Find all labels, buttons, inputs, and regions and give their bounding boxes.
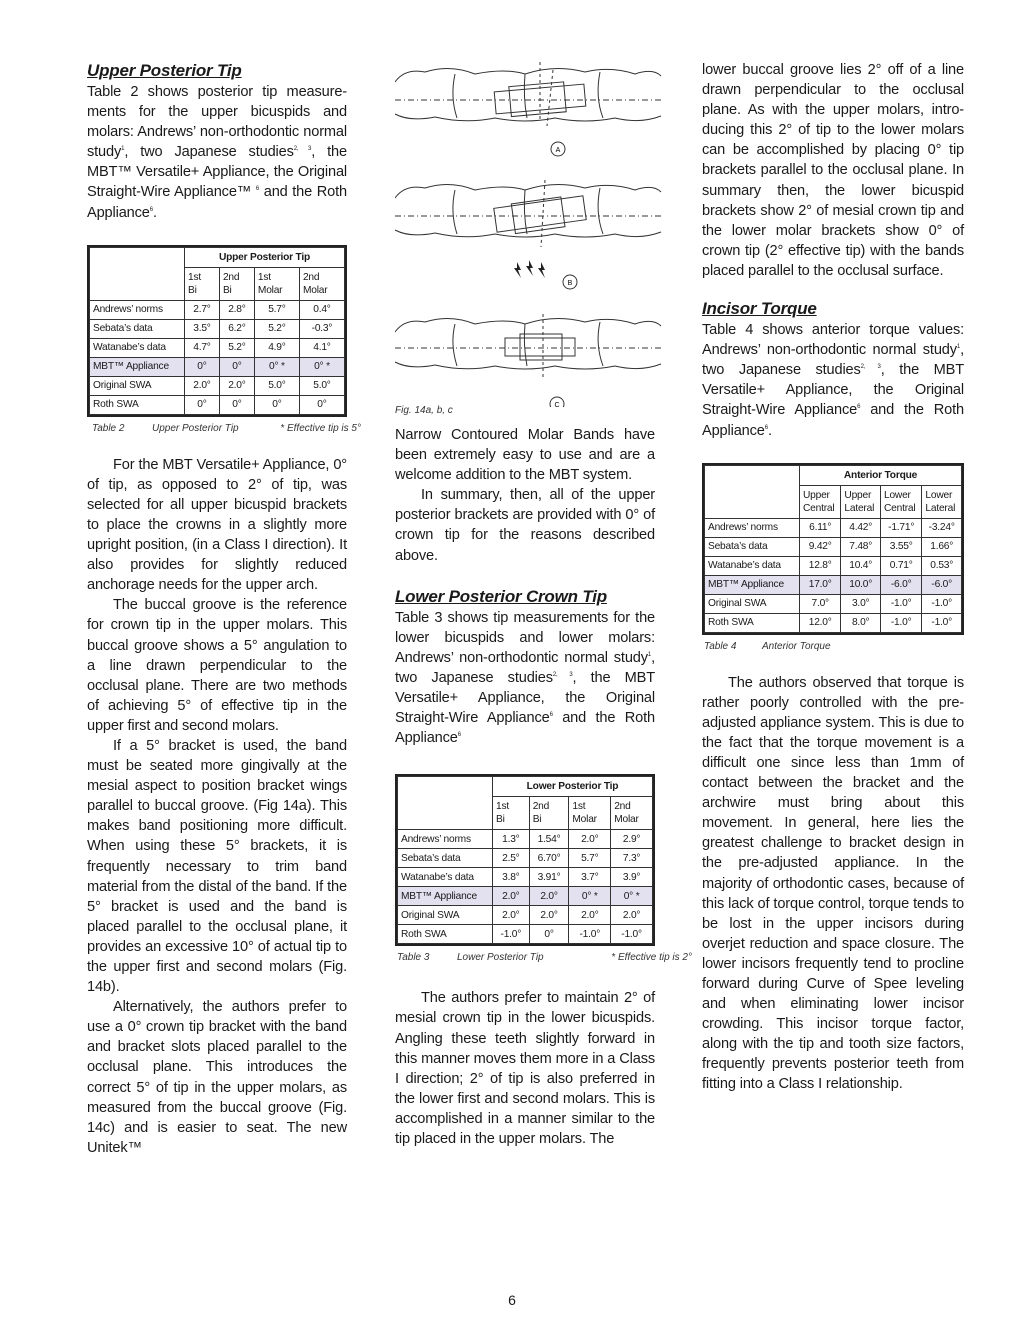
row-label: Andrews’ norms [398,830,493,849]
table-cell: 5.2° [219,338,254,357]
row-label: Sebata’s data [705,537,800,556]
table-cell: 3.7° [569,868,611,887]
paragraph-intro-incisor-torque: Table 4 shows anterior torque values: Andrews’ non-orthodontic normal study$^1$, two Japanese studies$^{2, 3}$, the MBT Versatile+ Appliance, the Original Straight-Wire Appliance$^6$ and the Roth Appliance$^6$. [702,322,965,439]
row-label: Original SWA [90,376,185,395]
table-cell: -1.0° [611,925,653,944]
table-cell: -1.0° [880,613,921,632]
table-row [90,319,345,338]
page-number: 6 [508,1292,516,1308]
table-cell: 1.66° [922,537,962,556]
table-cell: -1.0° [922,594,962,613]
column-3 [702,60,964,1095]
paragraph: If a 5° bracket is used, the band must be seated more gingivally at the mesial aspect to position bracket wings parallel to buccal groove. (Fig 14a). This makes band positioning more difficult. When using these 5° brackets, it is frequently necessary to trim band material from the distal of the band. If the 5° bracket is used and the band is placed parallel to the occlusal plane, it provides an excessive 10° of actual tip to the upper first and second molars (Fig. 14b). [87,737,347,996]
section-heading-upper-posterior-tip: Upper Posterior Tip [87,61,242,80]
table-cell: 2.0° [529,887,569,906]
table-row [398,830,653,849]
table-cell: 2.5° [493,849,530,868]
figure-label-c: C [554,402,560,407]
table-title: Lower Posterior Tip [493,777,653,797]
section-heading-incisor-torque: Incisor Torque [702,299,817,319]
table-cell: 2.8° [219,300,254,319]
paragraph: Alternatively, the authors prefer to use a 0° crown tip bracket with the band and bracket slots placed parallel to the occlusal plane. This introduces the correct 5° of tip in the upper molars, as measured from the buccal groove (Fig. 14c) and is easier to seat. The new Unitek™ [87,999,347,1156]
table-row [705,594,962,613]
column-header: Lower Central [880,485,921,518]
caption-note: * Effective tip is 2° [611,952,692,964]
table-cell: 0° [219,357,254,376]
table-cell: 12.0° [800,613,841,632]
table-cell: 0.4° [299,300,344,319]
table-cell: 3.0° [841,594,881,613]
table-cell: 3.55° [880,537,921,556]
row-label: MBT™ Appliance [705,575,800,594]
paragraph: The authors prefer to maintain 2° of mesial crown tip in the lower bicuspids. Angling these teeth slightly forward in this manner moves them more in a Class I direction; 2° of tip is also preferred in the lower first and second molars. This is accomplished in a manner similar to the tip placed in the upper molars. The [395,990,655,1147]
tooth-diagram [395,62,665,407]
table-cell: 10.4° [841,556,881,575]
table-cell: 0° [254,395,299,414]
table-cell: 4.42° [841,518,881,537]
table-cell: 5.2° [254,319,299,338]
table-row [398,849,653,868]
paragraph-intro-lower-posterior-tip: Table 3 shows tip measurements for the lower bicuspids and lower molars: Andrews’ non-orthodontic normal study$^1$, two Japanese studies$^{2, 3}$, the MBT Versatile+ Appliance, the Original Straight-Wire Appliance$^6$ and the Roth Appliance$^6$ [395,609,656,747]
row-label: Watanabe’s data [90,338,185,357]
table-row [398,887,653,906]
table-cell: 5.7° [569,849,611,868]
caption-title: Lower Posterior Tip [457,952,544,964]
table-corner [90,247,185,300]
table-title: Upper Posterior Tip [185,247,345,267]
column-header: 2nd Bi [219,267,254,300]
table-cell: -1.0° [880,594,921,613]
table-cell: 2.0° [185,376,220,395]
table-cell: 4.7° [185,338,220,357]
table-cell: -0.3° [299,319,344,338]
table-cell: 6.2° [219,319,254,338]
row-label: Andrews’ norms [705,518,800,537]
caption-note: * Effective tip is 5° [280,422,361,434]
table-cell: 2.0° [493,906,530,925]
table-caption [702,641,964,655]
table-cell: 2.0° [529,906,569,925]
figure-label-b: B [567,280,573,287]
table-cell: 12.8° [800,556,841,575]
table-cell: 0° [299,395,344,414]
table-cell: 5.7° [254,300,299,319]
table-anterior-torque [702,463,964,635]
section-heading-lower-posterior-crown-tip: Lower Posterior Crown Tip [395,586,607,606]
table-corner [705,465,800,518]
table-cell: 5.0° [299,376,344,395]
table-cell: 0° * [299,357,344,376]
row-label: Sebata’s data [398,849,493,868]
paragraph: The authors observed that torque is rather poorly controlled with the pre-adjusted appliance system. This is due to the fact that the torque movement is a difficult one since less than 1mm of contact between the bracket and the archwire must bring about this movement. In general, here lies the greatest challenge to bracket design in the pre-adjusted appliance. In the majority of orthodontic cases, because of this lack of torque control, torque tends to be lost in the upper incisors during overjet reduction and space closure. The lower incisors frequently tend to procline forward during Curve of Spee leveling and when eliminating lower incisor crowding. This incisor torque factor, along with the tip and tooth size factors, frequently prevents posterior teeth from fitting into a Class I relationship. [702,674,964,1093]
table-cell: 8.0° [841,613,881,632]
table-cell: 2.7° [185,300,220,319]
table-upper-posterior-tip [87,245,347,417]
column-header: 2nd Bi [529,797,569,830]
table-row [398,906,653,925]
table-cell: 0° [529,925,569,944]
table-cell: 6.11° [800,518,841,537]
table-caption [395,952,692,966]
table-cell: 0° [185,357,220,376]
table-cell: 3.5° [185,319,220,338]
table-cell: -1.71° [880,518,921,537]
table-cell: 4.9° [254,338,299,357]
row-label: MBT™ Appliance [398,887,493,906]
table-cell: 1.54° [529,830,569,849]
table-cell: 2.0° [493,887,530,906]
row-label: Roth SWA [90,395,185,414]
row-label: Roth SWA [705,613,800,632]
paragraph: In summary, then, all of the upper posterior brackets are provided with 0° of crown tip for the reasons described above. [395,487,655,564]
table-row [90,395,345,414]
row-label: Andrews’ norms [90,300,185,319]
table-row [90,357,345,376]
table3-grid [397,776,653,944]
table-row [90,338,345,357]
paragraph: The buccal groove is the reference for crown tip in the upper molars. This buccal groove shows a 5° angulation to a line drawn perpendicular to the occlusal plane. There are two methods of achieving 5° of effective tip in the upper first and second molars. [87,597,347,734]
table-title: Anterior Torque [800,465,962,485]
table-row [705,613,962,632]
caption-number: Table 3 [397,952,430,964]
table-row [90,300,345,319]
figure-label-a: A [555,147,561,154]
row-label: Original SWA [705,594,800,613]
table-cell: 3.8° [493,868,530,887]
table-cell: -6.0° [922,575,962,594]
caption-title: Anterior Torque [762,640,831,652]
table-row [398,925,653,944]
table-cell: 2.0° [569,830,611,849]
molar-band-figure [395,62,665,407]
table-cell: 2.0° [569,906,611,925]
table-cell: -3.24° [922,518,962,537]
paragraph: lower buccal groove lies 2° off of a line drawn perpendicular to the occlusal plane. As with the upper molars, intro-ducing this 2° of tip to the lower molars can be accomplished by placing 0° tip brackets parallel to the occlusal plane. In summary then, the lower bicuspid brackets show 2° of mesial crown tip and the lower molar brackets show 0° of crown tip (2° effective tip) with the bands placed parallel to the occlusal surface. [702,62,964,279]
table-cell: 3.91° [529,868,569,887]
table-cell: 0° [219,395,254,414]
table-cell: 9.42° [800,537,841,556]
table-cell: 2.0° [611,906,653,925]
column-header: 2nd Molar [611,797,653,830]
table-cell: 3.9° [611,868,653,887]
table-row [398,868,653,887]
column-header: 1st Molar [569,797,611,830]
table-cell: 17.0° [800,575,841,594]
table-cell: 2.9° [611,830,653,849]
row-label: Watanabe’s data [398,868,493,887]
table-cell: -1.0° [569,925,611,944]
caption-title: Upper Posterior Tip [152,422,239,434]
table-corner [398,777,493,830]
row-label: Original SWA [398,906,493,925]
row-label: Sebata’s data [90,319,185,338]
table-row [705,518,962,537]
table-lower-posterior-tip [395,774,655,946]
row-label: MBT™ Appliance [90,357,185,376]
row-label: Watanabe’s data [705,556,800,575]
table-cell: 7.48° [841,537,881,556]
table-row [705,537,962,556]
table-cell: 0° * [569,887,611,906]
table-cell: 0.53° [922,556,962,575]
caption-number: Table 4 [704,640,737,652]
table-cell: 2.0° [219,376,254,395]
table-cell: 0.71° [880,556,921,575]
table-cell: 0° * [254,357,299,376]
column-2 [395,60,692,1149]
paragraph-intro-upper-posterior-tip: Table 2 shows posterior tip measure-ments for the upper bicuspids and molars: Andrews’ non-orthodontic normal study$^1$, two Japanese studies$^{2, 3}$, the MBT™ Versatile+ Appliance, the Original Straight-Wire Appliance™ $^6$ and the Roth Appliance$^6$. [87,84,347,221]
table-cell: -1.0° [922,613,962,632]
column-header: 1st Bi [185,267,220,300]
caption-number: Table 2 [92,422,125,434]
table-cell: 7.0° [800,594,841,613]
table-row [90,376,345,395]
column-header: 1st Bi [493,797,530,830]
table-cell: 10.0° [841,575,881,594]
table-row [705,575,962,594]
table-cell: -6.0° [880,575,921,594]
column-header: 2nd Molar [299,267,344,300]
table2-grid [89,247,345,415]
column-header: Upper Lateral [841,485,881,518]
row-label: Roth SWA [398,925,493,944]
paragraph: Narrow Contoured Molar Bands have been extremely easy to use and are a welcome addition to the MBT system. [395,427,655,484]
table-cell: 1.3° [493,830,530,849]
table-cell: 7.3° [611,849,653,868]
table4-grid [704,465,962,633]
figure-caption: Fig. 14a, b, c [395,405,453,416]
table-row [705,556,962,575]
table-cell: 4.1° [299,338,344,357]
column-header: Lower Lateral [922,485,962,518]
column-1 [87,60,361,1158]
table-cell: -1.0° [493,925,530,944]
table-cell: 6.70° [529,849,569,868]
table-cell: 0° * [611,887,653,906]
table-cell: 0° [185,395,220,414]
paragraph: For the MBT Versatile+ Appliance, 0° of tip, as opposed to 2° of tip, was selected for all upper bicuspid brackets to place the crowns in a slightly more upright position, (in a Class I direction). It also provides for slightly reduced anchorage needs for the upper arch. [87,456,347,594]
table-caption [87,422,361,437]
table-cell: 5.0° [254,376,299,395]
column-header: 1st Molar [254,267,299,300]
column-header: Upper Central [800,485,841,518]
